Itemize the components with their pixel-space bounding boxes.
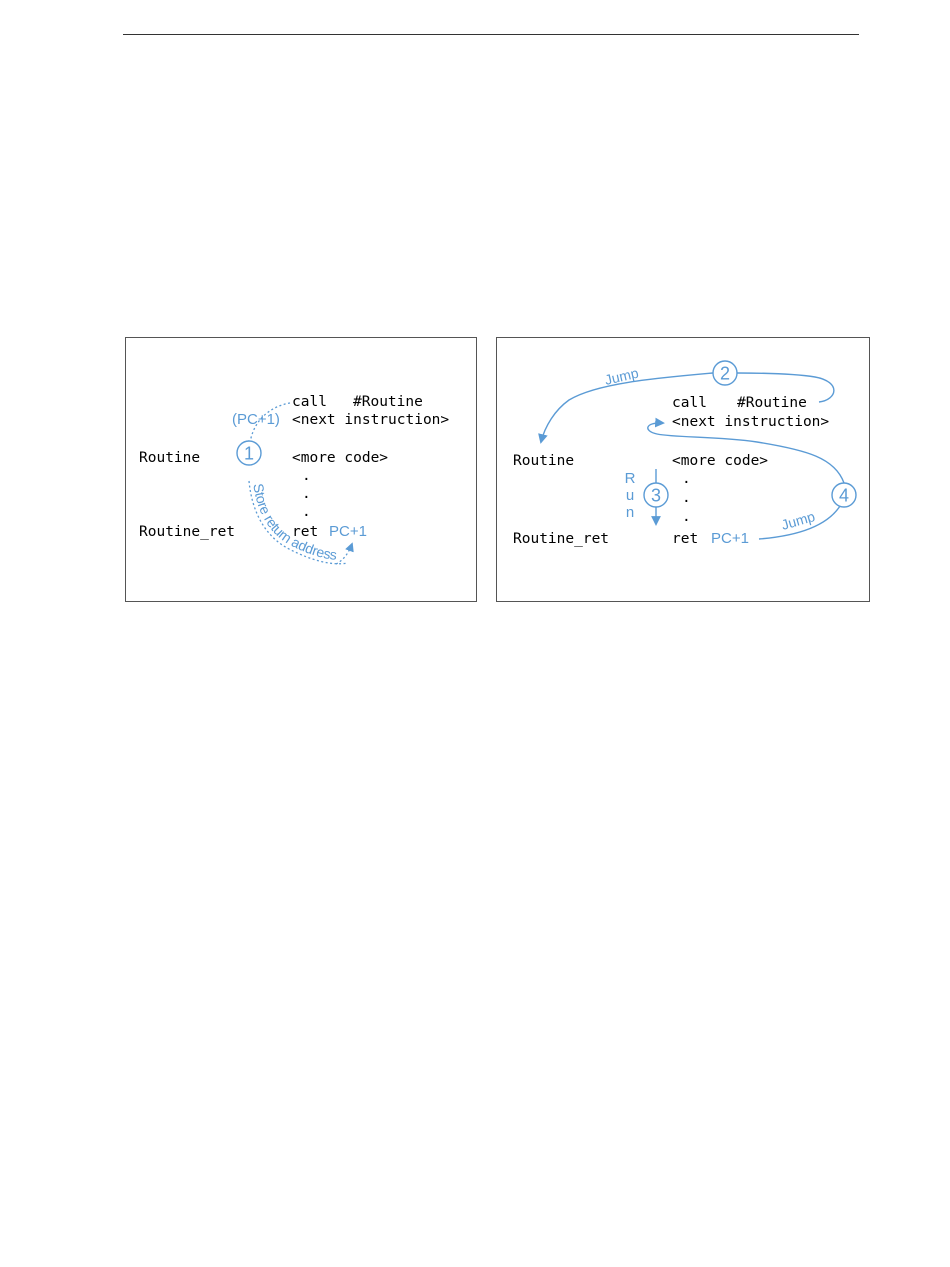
- step-2-number: 2: [719, 363, 731, 384]
- ret-instruction: ret: [672, 531, 699, 547]
- step-1-number: 1: [243, 443, 255, 464]
- more-code: <more code>: [292, 450, 389, 466]
- ellipsis-dot: .: [682, 471, 691, 487]
- run-letter-n: n: [625, 504, 635, 521]
- run-letter-u: u: [625, 487, 635, 504]
- ellipsis-dot: .: [302, 486, 311, 502]
- left-diagram-canvas: [126, 338, 476, 601]
- ellipsis-dot: .: [682, 490, 691, 506]
- call-store-return-diagram: [125, 337, 477, 602]
- ellipsis-dot: .: [682, 509, 691, 525]
- ellipsis-dot: .: [302, 468, 311, 484]
- header-rule: [123, 34, 859, 35]
- store-return-address-caption: [250, 482, 337, 563]
- next-instruction: <next instruction>: [292, 412, 450, 428]
- jump-run-return-diagram: [496, 337, 870, 602]
- pc-plus-one-label: PC+1: [329, 523, 367, 540]
- ellipsis-dot: .: [302, 504, 311, 520]
- jump-bottom-label: Jump: [779, 508, 817, 533]
- step-3-number: 3: [650, 485, 662, 506]
- run-letter-r: R: [624, 470, 636, 487]
- store-return-address-text: Store return address: [250, 482, 338, 563]
- routine-label: Routine: [139, 450, 201, 466]
- jump-top-label: Jump: [603, 364, 641, 388]
- pc-plus-one-paren-label: (PC+1): [232, 411, 280, 428]
- step-4-number: 4: [838, 485, 850, 506]
- routine-ret-label: Routine_ret: [139, 524, 236, 540]
- call-target: #Routine: [737, 395, 807, 411]
- routine-label: Routine: [513, 453, 575, 469]
- right-diagram-canvas: [497, 338, 869, 601]
- routine-ret-label: Routine_ret: [513, 531, 610, 547]
- next-instruction: <next instruction>: [672, 414, 830, 430]
- store-return-arrowhead: [336, 544, 352, 564]
- call-target: #Routine: [353, 394, 423, 410]
- more-code: <more code>: [672, 453, 769, 469]
- pc-plus-one-label: PC+1: [711, 530, 749, 547]
- ret-instruction: ret: [292, 524, 319, 540]
- call-instruction: call: [292, 394, 327, 410]
- call-instruction: call: [672, 395, 707, 411]
